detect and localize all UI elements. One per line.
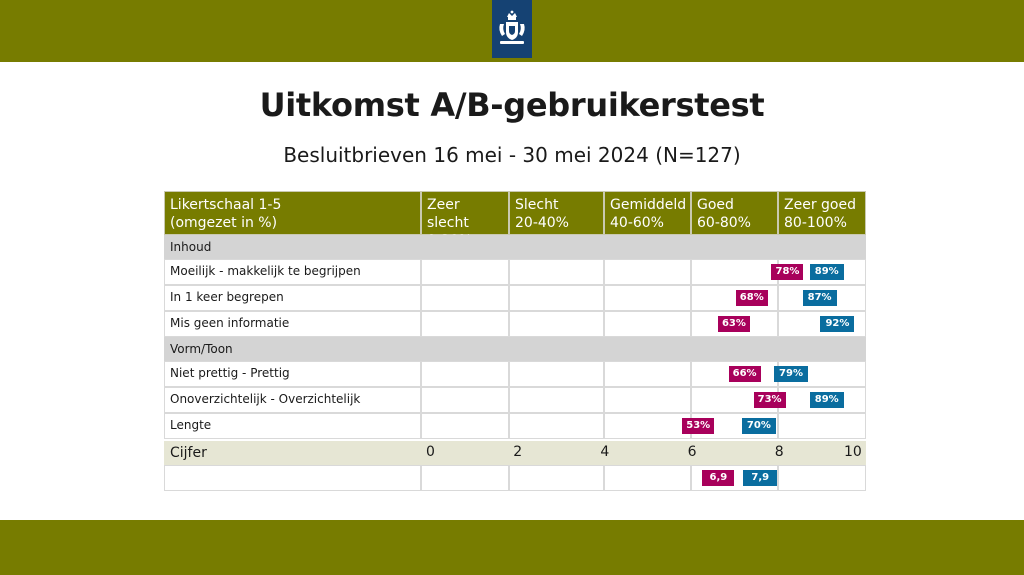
score-tick-label: 2 — [513, 444, 523, 460]
score-tick-label: 8 — [774, 444, 784, 460]
header-column-line1: Zeer goed — [784, 197, 856, 213]
row-cell — [778, 413, 866, 439]
score-cell — [509, 465, 604, 491]
page-title: Uitkomst A/B-gebruikerstest — [259, 86, 765, 124]
badge-version-b: 70% — [742, 418, 776, 434]
score-tick-label: 4 — [600, 444, 610, 460]
header-column-line1: Gemiddeld — [610, 197, 687, 213]
row-cell — [509, 387, 604, 413]
header-column-line1: Goed — [697, 197, 734, 213]
header-column — [604, 191, 691, 235]
badge-version-a: 78% — [771, 264, 803, 280]
header-column-line2: 60-80% — [697, 215, 751, 231]
score-cell — [421, 465, 509, 491]
header-column — [691, 191, 778, 235]
score-badge-version-a: 6,9 — [702, 470, 734, 486]
header-corner-line1: Likertschaal 1-5 — [170, 197, 282, 213]
score-cell — [164, 465, 421, 491]
badge-version-a: 68% — [736, 290, 768, 306]
score-tick-label: 6 — [687, 444, 697, 460]
score-cell — [604, 465, 691, 491]
logo — [492, 0, 532, 58]
header-column-line1: Slecht — [515, 197, 559, 213]
score-label: Cijfer — [164, 441, 421, 465]
bottom-bar — [0, 520, 1024, 575]
row-label: Mis geen informatie — [164, 311, 421, 337]
header-column — [778, 191, 866, 235]
row-label: Niet prettig - Prettig — [164, 361, 421, 387]
header-column — [421, 191, 509, 235]
row-cell — [509, 361, 604, 387]
row-cell — [509, 413, 604, 439]
badge-version-b: 79% — [774, 366, 808, 382]
row-label: Onoverzichtelijk - Overzichtelijk — [164, 387, 421, 413]
score-tick-label: 0 — [426, 444, 435, 460]
header-column-line2: 20-40% — [515, 215, 569, 231]
row-cell — [604, 387, 691, 413]
badge-version-b: 89% — [810, 264, 844, 280]
badge-version-a: 73% — [754, 392, 786, 408]
row-cell — [604, 311, 691, 337]
row-cell — [421, 387, 509, 413]
row-cell — [421, 413, 509, 439]
coat-of-arms-icon — [492, 0, 532, 58]
row-cell — [604, 259, 691, 285]
score-badge-version-b: 7,9 — [743, 470, 777, 486]
header-column — [509, 191, 604, 235]
row-cell — [509, 259, 604, 285]
badge-version-a: 66% — [729, 366, 761, 382]
badge-version-b: 92% — [820, 316, 854, 332]
row-cell — [604, 361, 691, 387]
header-corner-line2: (omgezet in %) — [170, 215, 278, 231]
header-column-line1: Zeer slecht — [427, 197, 469, 231]
header-column-line2: 80-100% — [784, 215, 847, 231]
row-label: In 1 keer begrepen — [164, 285, 421, 311]
badge-version-a: 63% — [718, 316, 750, 332]
row-label: Moeilijk - makkelijk te begrijpen — [164, 259, 421, 285]
badge-version-b: 89% — [810, 392, 844, 408]
header-column-line2: 40-60% — [610, 215, 664, 231]
section-header: Vorm/Toon — [164, 337, 866, 361]
row-label: Lengte — [164, 413, 421, 439]
page-subtitle: Besluitbrieven 16 mei - 30 mei 2024 (N=127) — [283, 143, 741, 167]
row-cell — [421, 259, 509, 285]
row-cell — [604, 285, 691, 311]
row-cell — [421, 311, 509, 337]
section-header: Inhoud — [164, 235, 866, 259]
badge-version-b: 87% — [803, 290, 837, 306]
row-cell — [421, 361, 509, 387]
row-cell — [691, 259, 778, 285]
row-cell — [509, 311, 604, 337]
row-cell — [421, 285, 509, 311]
row-cell — [604, 413, 691, 439]
results-table — [164, 191, 866, 492]
badge-version-a: 53% — [682, 418, 714, 434]
header-corner — [164, 191, 421, 235]
score-tick-label: 10 — [844, 444, 862, 460]
score-cell — [778, 465, 866, 491]
row-cell — [509, 285, 604, 311]
